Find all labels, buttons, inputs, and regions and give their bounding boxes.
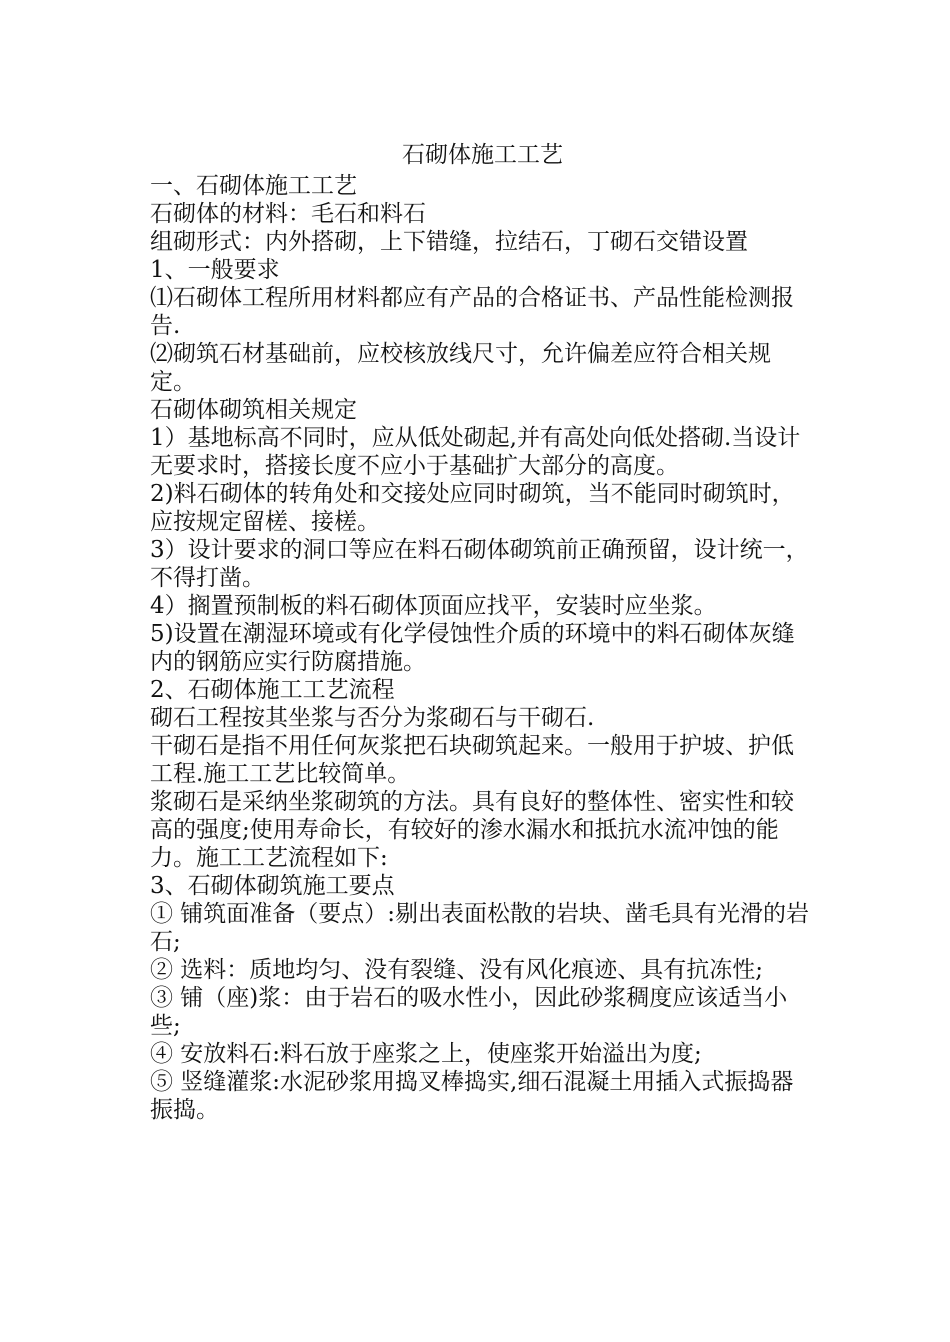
paragraph: ④ 安放料石:料石放于座浆之上，使座浆开始溢出为度; <box>150 1041 702 1067</box>
paragraph: 5)设置在潮湿环境或有化学侵蚀性介质的环境中的料石砌体灰缝内的钢筋应实行防腐措施。 <box>150 621 795 675</box>
paragraph: 浆砌石是采纳坐浆砌筑的方法。具有良好的整体性、密实性和较高的强度;使用寿命长，有较好的渗水漏水和抵抗水流冲蚀的能力。施工工艺流程如下: <box>150 789 794 871</box>
paragraph: ② 选料：质地均匀、没有裂缝、没有风化痕迹、具有抗冻性; <box>150 957 764 983</box>
paragraph: 砌石工程按其坐浆与否分为浆砌石与干砌石. <box>150 705 595 731</box>
section-heading: 一、石砌体施工工艺 <box>150 173 357 199</box>
paragraph: 石砌体砌筑相关规定 <box>150 397 357 423</box>
document-title: 石砌体施工工艺 <box>402 142 563 168</box>
section-heading: 2、石砌体施工工艺流程 <box>150 677 395 703</box>
paragraph: ⑵砌筑石材基础前，应校核放线尺寸，允许偏差应符合相关规定。 <box>150 341 771 395</box>
paragraph: 组砌形式：内外搭砌，上下错缝，拉结石，丁砌石交错设置 <box>150 229 748 255</box>
paragraph: 1）基地标高不同时，应从低处砌起,并有高处向低处搭砌.当设计无要求时，搭接长度不应小于基础扩大部分的高度。 <box>150 425 801 479</box>
paragraph: ⑴石砌体工程所用材料都应有产品的合格证书、产品性能检测报告. <box>150 285 794 339</box>
paragraph: 干砌石是指不用任何灰浆把石块砌筑起来。一般用于护坡、护低工程.施工工艺比较简单。 <box>150 733 794 787</box>
paragraph: 石砌体的材料：毛石和料石 <box>150 201 426 227</box>
paragraph: ① 铺筑面准备（要点）:剔出表面松散的岩块、凿毛具有光滑的岩石; <box>150 901 810 955</box>
paragraph: 2)料石砌体的转角处和交接处应同时砌筑，当不能同时砌筑时，应按规定留槎、接槎。 <box>150 481 795 535</box>
document-body <box>150 140 815 1124</box>
paragraph: ⑤ 竖缝灌浆:水泥砂浆用捣叉棒捣实,细石混凝土用插入式振捣器振捣。 <box>150 1069 794 1123</box>
paragraph: 3）设计要求的洞口等应在料石砌体砌筑前正确预留，设计统一，不得打凿。 <box>150 537 809 591</box>
paragraph: ③ 铺（座)浆：由于岩石的吸水性小，因此砂浆稠度应该适当小些; <box>150 985 788 1039</box>
document-lines <box>150 172 815 1124</box>
section-heading: 3、石砌体砌筑施工要点 <box>150 873 395 899</box>
section-heading: 1、一般要求 <box>150 257 280 283</box>
paragraph: 4）搁置预制板的料石砌体顶面应找平，安装时应坐浆。 <box>150 593 717 619</box>
